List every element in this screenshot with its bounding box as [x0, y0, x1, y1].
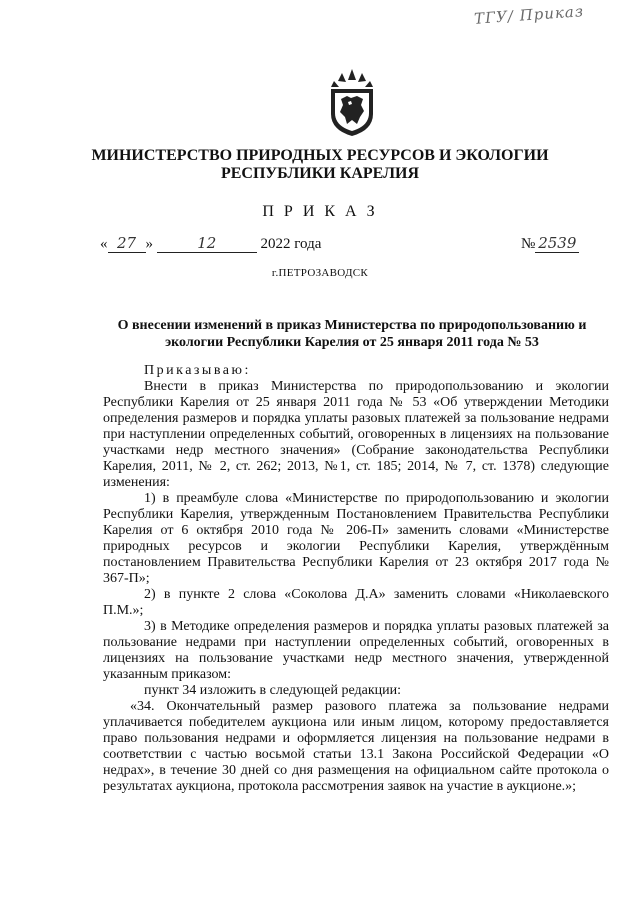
- karelia-coat-of-arms-icon: [327, 68, 377, 138]
- date-year-suffix: года: [294, 236, 322, 252]
- order-number: [521, 234, 579, 253]
- handwritten-note: ТГУ/ Приказ: [473, 2, 585, 28]
- paragraph-2: 1) в преамбуле слова «Министерстве по природопользованию и экологии Республики Карелия, утвержденным Постановлением Правительства Республики Карелия от 6 октября 2010 года № 206-П» заменить словами «Министерстве природных ресурсов и экологии Республики Карелия, утверждённым постановлением Правительства Республики Карелия от 23 октября 2017 года № 367-П»;: [103, 491, 609, 586]
- order-date: [100, 234, 321, 253]
- paragraph-6: «34. Окончательный размер разового платежа за пользование недрами уплачивается победителем аукциона или иным лицом, которому предоставляется право пользования недрами и оформляется лицензия на пользование недрами в соответствии с частью восьмой статьи 13.1 Закона Российской Федерации «О недрах», в течение 30 дней со дня размещения на официальном сайте протокола о результатах аукциона, протокола рассмотрения заявок на участие в аукционе.»;: [103, 699, 609, 794]
- paragraph-5: пункт 34 изложить в следующей редакции:: [144, 683, 401, 698]
- number-value: 2539: [535, 234, 579, 253]
- date-month: 12: [157, 234, 257, 253]
- order-subject: [112, 317, 592, 351]
- directive: Приказываю:: [144, 363, 251, 378]
- order-body: [103, 363, 609, 795]
- date-year: 2022: [260, 236, 291, 252]
- subject-line-1: О внесении изменений в приказ Министерства по природопользованию и: [117, 318, 587, 333]
- ministry-line-2: РЕСПУБЛИКИ КАРЕЛИЯ: [220, 165, 420, 182]
- date-day: 27: [108, 234, 146, 253]
- city: г.ПЕТРОЗАВОДСК: [271, 267, 369, 279]
- ministry-line-1: МИНИСТЕРСТВО ПРИРОДНЫХ РЕСУРСОВ И ЭКОЛОГИИ: [91, 147, 549, 164]
- paragraph-4: 3) в Методике определения размеров и порядка уплаты разовых платежей за пользование недрами при наступлении определенных событий, оговоренных в лицензиях на пользование участками недр местного значения, утвержденной указанным приказом:: [103, 619, 609, 682]
- date-open-quote: «: [100, 236, 108, 252]
- ministry-name: [0, 147, 640, 183]
- paragraph-3: 2) в пункте 2 слова «Соколова Д.А» заменить словами «Николаевского П.М.»;: [103, 587, 609, 618]
- subject-line-2: экологии Республики Карелия от 25 января 2011 года № 53: [165, 335, 539, 350]
- paragraph-1: Внести в приказ Министерства по природопользованию и экологии Республики Карелия от 25 января 2011 года № 53 «Об утверждении Методики определения размеров и порядка уплаты разовых платежей за пользование недрами при наступлении определенных событий, оговоренных в лицензиях на пользование участками недр местного значения» (Собрание законодательства Республики Карелия, 2011, № 2, ст. 262; 2013, №1, ст. 185; 2014, № 7, ст. 1378) следующие изменения:: [103, 379, 609, 490]
- date-close-quote: »: [145, 236, 153, 252]
- number-prefix: №: [521, 236, 536, 252]
- order-title: П Р И К А З: [262, 203, 378, 220]
